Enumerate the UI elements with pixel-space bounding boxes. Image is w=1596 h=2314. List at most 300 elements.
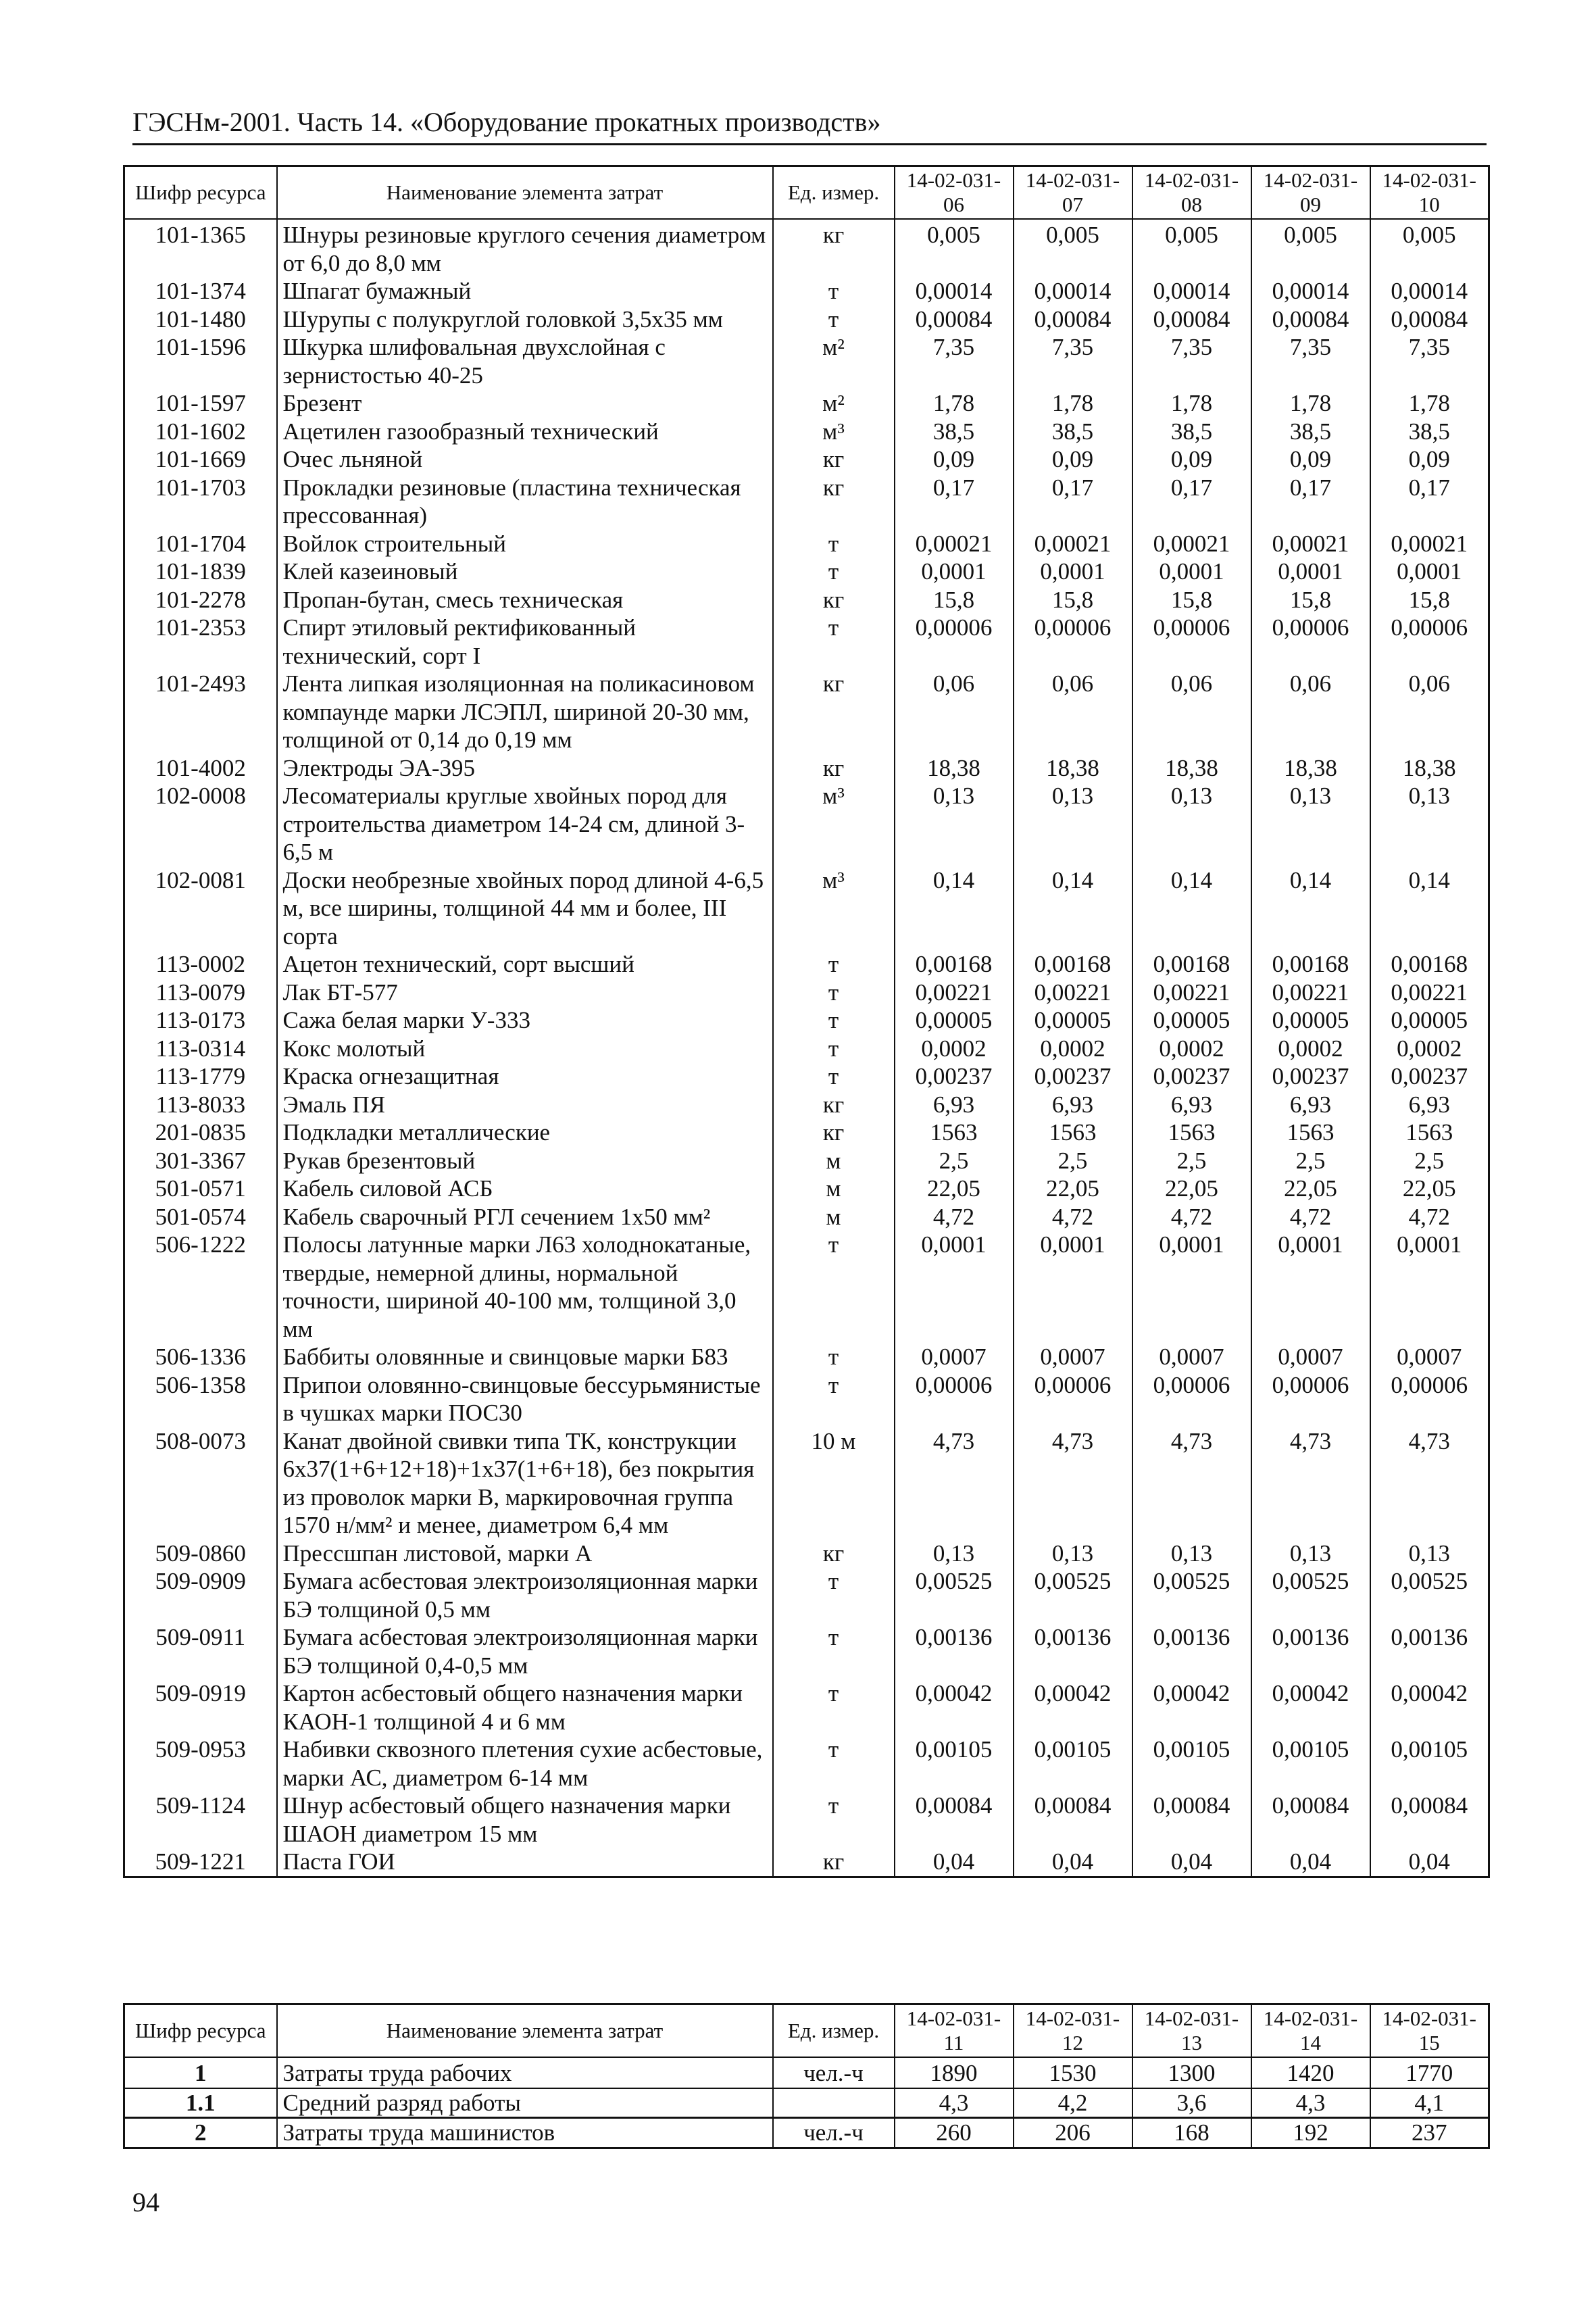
resource-code-cell: 509-0909 xyxy=(124,1567,277,1623)
norm-value-cell: 0,00006 xyxy=(1251,614,1370,670)
norm-value-cell: 0,00014 xyxy=(1251,277,1370,305)
norm-value-cell: 0,00525 xyxy=(1370,1567,1489,1623)
norm-value-cell: 4,72 xyxy=(1370,1203,1489,1231)
resource-name-cell: Канат двойной свивки типа ТК, конструкции 6x37(1+6+12+18)+1x37(1+6+18), без покрытия из проволок марки В, маркировочная группа 1570 н/мм² и менее, диаметром 6,4 мм xyxy=(277,1427,773,1540)
resource-name-cell: Ацетон технический, сорт высший xyxy=(277,950,773,979)
norm-value-cell: 18,38 xyxy=(1014,754,1132,783)
unit-cell: т xyxy=(773,530,895,558)
norm-value-cell: 0,00136 xyxy=(1014,1623,1132,1679)
table-row xyxy=(124,1567,1489,1623)
norm-value-cell: 0,00221 xyxy=(1014,979,1132,1007)
norm-value-cell: 0,0001 xyxy=(1014,558,1132,586)
norm-value-cell: 15,8 xyxy=(1370,586,1489,614)
norm-value-cell: 0,0007 xyxy=(895,1343,1014,1371)
norm-value-cell: 0,00021 xyxy=(1132,530,1251,558)
norm-value-cell: 38,5 xyxy=(1251,418,1370,446)
norm-value-cell: 0,04 xyxy=(1014,1848,1132,1877)
unit-cell: кг xyxy=(773,1540,895,1568)
unit-cell: м xyxy=(773,1175,895,1203)
norm-value-cell: 0,09 xyxy=(1014,445,1132,474)
norm-value-cell: 0,00221 xyxy=(1370,979,1489,1007)
norm-value-cell: 0,00042 xyxy=(1251,1679,1370,1736)
unit-cell: т xyxy=(773,1006,895,1035)
column-header-norm: 14-02-031-11 xyxy=(895,2004,1014,2058)
resource-name-cell: Ацетилен газообразный технический xyxy=(277,418,773,446)
resource-name-cell: Кабель силовой АСБ xyxy=(277,1175,773,1203)
unit-cell: т xyxy=(773,950,895,979)
unit-cell: м xyxy=(773,1147,895,1175)
norm-value-cell: 237 xyxy=(1370,2118,1489,2148)
table-row xyxy=(124,1540,1489,1568)
table-row xyxy=(124,1035,1489,1063)
column-header-norm: 14-02-031-14 xyxy=(1251,2004,1370,2058)
resource-name-cell: Шнуры резиновые круглого сечения диаметром от 6,0 до 8,0 мм xyxy=(277,219,773,277)
table-header-row xyxy=(124,2004,1489,2058)
norm-value-cell: 1420 xyxy=(1251,2057,1370,2088)
norm-value-cell: 15,8 xyxy=(1251,586,1370,614)
table-row xyxy=(124,950,1489,979)
resource-name-cell: Электроды ЭА-395 xyxy=(277,754,773,783)
norm-value-cell: 18,38 xyxy=(1251,754,1370,783)
norm-value-cell: 6,93 xyxy=(1014,1091,1132,1119)
norm-value-cell: 206 xyxy=(1014,2118,1132,2148)
norm-value-cell: 0,06 xyxy=(1370,670,1489,754)
resource-name-cell: Сажа белая марки У-333 xyxy=(277,1006,773,1035)
norm-value-cell: 1530 xyxy=(1014,2057,1132,2088)
resource-name-cell: Краска огнезащитная xyxy=(277,1062,773,1091)
norm-value-cell: 0,0002 xyxy=(895,1035,1014,1063)
norm-value-cell: 0,005 xyxy=(1251,219,1370,277)
norm-value-cell: 6,93 xyxy=(1370,1091,1489,1119)
norm-value-cell: 4,3 xyxy=(1251,2088,1370,2118)
resource-code-cell: 101-2278 xyxy=(124,586,277,614)
table-row xyxy=(124,333,1489,389)
unit-cell: м² xyxy=(773,333,895,389)
norm-value-cell: 0,00237 xyxy=(1370,1062,1489,1091)
norm-value-cell: 0,00084 xyxy=(1251,305,1370,334)
resource-name-cell: Лента липкая изоляционная на поликасиновом компаунде марки ЛСЭПЛ, шириной 20-30 мм, толщиной от 0,14 до 0,19 мм xyxy=(277,670,773,754)
norm-value-cell: 4,73 xyxy=(1132,1427,1251,1540)
table-row xyxy=(124,670,1489,754)
resource-code-cell: 101-1480 xyxy=(124,305,277,334)
resource-code-cell: 1.1 xyxy=(124,2088,277,2118)
unit-cell: кг xyxy=(773,670,895,754)
norm-value-cell: 0,0001 xyxy=(1014,1231,1132,1343)
norm-value-cell: 4,72 xyxy=(1251,1203,1370,1231)
norm-value-cell: 15,8 xyxy=(1014,586,1132,614)
norm-value-cell: 0,14 xyxy=(1370,866,1489,951)
norm-value-cell: 0,00221 xyxy=(1132,979,1251,1007)
norm-value-cell: 1563 xyxy=(1132,1118,1251,1147)
norm-value-cell: 1300 xyxy=(1132,2057,1251,2088)
norm-value-cell: 0,00006 xyxy=(1251,1371,1370,1427)
norm-value-cell: 1,78 xyxy=(1370,389,1489,418)
norm-value-cell: 168 xyxy=(1132,2118,1251,2148)
norm-value-cell: 1,78 xyxy=(895,389,1014,418)
norm-value-cell: 0,17 xyxy=(1014,474,1132,530)
resource-code-cell: 201-0835 xyxy=(124,1118,277,1147)
norm-value-cell: 0,13 xyxy=(1370,782,1489,866)
resource-name-cell: Полосы латунные марки Л63 холоднокатаные, твердые, немерной длины, нормальной точности, шириной 40-100 мм, толщиной 3,0 мм xyxy=(277,1231,773,1343)
resource-name-cell: Эмаль ПЯ xyxy=(277,1091,773,1119)
norm-value-cell: 4,3 xyxy=(895,2088,1014,2118)
norm-value-cell: 0,00237 xyxy=(1251,1062,1370,1091)
norm-value-cell: 1,78 xyxy=(1132,389,1251,418)
resource-code-cell: 101-1596 xyxy=(124,333,277,389)
norm-value-cell: 0,0001 xyxy=(1132,1231,1251,1343)
norm-value-cell: 4,72 xyxy=(895,1203,1014,1231)
resource-name-cell: Лесоматериалы круглые хвойных пород для строительства диаметром 14-24 см, длиной 3-6,5 м xyxy=(277,782,773,866)
table-row xyxy=(124,1091,1489,1119)
page-header: ГЭСНм-2001. Часть 14. «Оборудование прокатных производств» xyxy=(132,107,1487,145)
norm-value-cell: 0,00525 xyxy=(1132,1567,1251,1623)
norm-value-cell: 0,13 xyxy=(1251,782,1370,866)
norm-value-cell: 38,5 xyxy=(1132,418,1251,446)
resource-name-cell: Войлок строительный xyxy=(277,530,773,558)
norm-value-cell: 0,0002 xyxy=(1251,1035,1370,1063)
norm-value-cell: 0,13 xyxy=(1014,782,1132,866)
resource-name-cell: Очес льняной xyxy=(277,445,773,474)
norm-value-cell: 0,14 xyxy=(895,866,1014,951)
norm-value-cell: 1563 xyxy=(1251,1118,1370,1147)
resource-code-cell: 101-4002 xyxy=(124,754,277,783)
norm-value-cell: 4,73 xyxy=(1014,1427,1132,1540)
norm-value-cell: 6,93 xyxy=(1132,1091,1251,1119)
norm-value-cell: 0,06 xyxy=(1132,670,1251,754)
norm-value-cell: 0,00006 xyxy=(1370,1371,1489,1427)
norm-value-cell: 0,09 xyxy=(1251,445,1370,474)
norm-value-cell: 0,00105 xyxy=(1014,1736,1132,1792)
resource-code-cell: 113-0079 xyxy=(124,979,277,1007)
norm-value-cell: 0,00136 xyxy=(895,1623,1014,1679)
table-row xyxy=(124,2057,1489,2088)
resource-name-cell: Клей казеиновый xyxy=(277,558,773,586)
table-row xyxy=(124,1792,1489,1848)
resource-name-cell: Спирт этиловый ректификованный технический, сорт I xyxy=(277,614,773,670)
resource-code-cell: 301-3367 xyxy=(124,1147,277,1175)
norm-value-cell: 0,0001 xyxy=(895,1231,1014,1343)
unit-cell: кг xyxy=(773,445,895,474)
norm-value-cell: 0,00237 xyxy=(1132,1062,1251,1091)
norm-value-cell: 1,78 xyxy=(1014,389,1132,418)
table-row xyxy=(124,530,1489,558)
norm-value-cell: 0,00105 xyxy=(1370,1736,1489,1792)
norm-value-cell: 0,09 xyxy=(895,445,1014,474)
resource-code-cell: 101-1597 xyxy=(124,389,277,418)
norm-value-cell: 0,00084 xyxy=(1251,1792,1370,1848)
norm-value-cell: 2,5 xyxy=(1370,1147,1489,1175)
norm-value-cell: 3,6 xyxy=(1132,2088,1251,2118)
column-header-unit: Ед. измер. xyxy=(773,2004,895,2058)
resource-name-cell: Затраты труда рабочих xyxy=(277,2057,773,2088)
norm-value-cell: 1563 xyxy=(895,1118,1014,1147)
table-row xyxy=(124,1147,1489,1175)
norm-value-cell: 0,00005 xyxy=(895,1006,1014,1035)
norm-value-cell: 0,13 xyxy=(895,1540,1014,1568)
norm-value-cell: 4,72 xyxy=(1014,1203,1132,1231)
unit-cell: т xyxy=(773,1035,895,1063)
resource-code-cell: 506-1222 xyxy=(124,1231,277,1343)
resource-name-cell: Паста ГОИ xyxy=(277,1848,773,1877)
column-header-norm: 14-02-031-10 xyxy=(1370,166,1489,220)
column-header-norm: 14-02-031-07 xyxy=(1014,166,1132,220)
norm-value-cell: 0,00084 xyxy=(1014,1792,1132,1848)
norm-value-cell: 0,00005 xyxy=(1132,1006,1251,1035)
norm-value-cell: 0,005 xyxy=(1132,219,1251,277)
table-row xyxy=(124,1231,1489,1343)
norm-value-cell: 4,73 xyxy=(895,1427,1014,1540)
unit-cell: т xyxy=(773,1371,895,1427)
norm-value-cell: 0,00084 xyxy=(1370,1792,1489,1848)
norm-value-cell: 0,00168 xyxy=(1370,950,1489,979)
unit-cell: кг xyxy=(773,1091,895,1119)
norm-value-cell: 0,17 xyxy=(1370,474,1489,530)
norm-value-cell: 0,0007 xyxy=(1132,1343,1251,1371)
norm-value-cell: 7,35 xyxy=(1014,333,1132,389)
resource-name-cell: Набивки сквозного плетения сухие асбестовые, марки АС, диаметром 6-14 мм xyxy=(277,1736,773,1792)
norm-value-cell: 0,13 xyxy=(895,782,1014,866)
norm-value-cell: 0,0007 xyxy=(1251,1343,1370,1371)
norm-value-cell: 4,1 xyxy=(1370,2088,1489,2118)
table-row xyxy=(124,1175,1489,1203)
resource-code-cell: 509-0953 xyxy=(124,1736,277,1792)
resource-code-cell: 113-1779 xyxy=(124,1062,277,1091)
norm-value-cell: 0,00021 xyxy=(1014,530,1132,558)
table-row xyxy=(124,305,1489,334)
table-row xyxy=(124,586,1489,614)
unit-cell: м xyxy=(773,1203,895,1231)
norm-value-cell: 260 xyxy=(895,2118,1014,2148)
resource-code-cell: 501-0571 xyxy=(124,1175,277,1203)
norm-value-cell: 0,00021 xyxy=(895,530,1014,558)
norm-value-cell: 0,0001 xyxy=(1251,1231,1370,1343)
norm-value-cell: 0,00221 xyxy=(895,979,1014,1007)
norm-value-cell: 0,0001 xyxy=(1370,1231,1489,1343)
norm-value-cell: 4,72 xyxy=(1132,1203,1251,1231)
norm-value-cell: 0,005 xyxy=(1370,219,1489,277)
norm-value-cell: 0,0002 xyxy=(1132,1035,1251,1063)
norm-value-cell: 4,2 xyxy=(1014,2088,1132,2118)
norm-value-cell: 1,78 xyxy=(1251,389,1370,418)
norm-value-cell: 7,35 xyxy=(895,333,1014,389)
norm-value-cell: 0,09 xyxy=(1132,445,1251,474)
resource-name-cell: Прокладки резиновые (пластина техническая прессованная) xyxy=(277,474,773,530)
column-header-norm: 14-02-031-06 xyxy=(895,166,1014,220)
resource-name-cell: Шкурка шлифовальная двухслойная с зернистостью 40-25 xyxy=(277,333,773,389)
norm-value-cell: 0,04 xyxy=(1251,1848,1370,1877)
norm-value-cell: 0,14 xyxy=(1014,866,1132,951)
table-row xyxy=(124,1203,1489,1231)
norm-value-cell: 0,0002 xyxy=(1370,1035,1489,1063)
resource-name-cell: Затраты труда машинистов xyxy=(277,2118,773,2148)
norm-value-cell: 0,00006 xyxy=(1132,614,1251,670)
resource-name-cell: Кабель сварочный РГЛ сечением 1x50 мм² xyxy=(277,1203,773,1231)
norm-value-cell: 0,00168 xyxy=(895,950,1014,979)
norm-value-cell: 0,13 xyxy=(1370,1540,1489,1568)
resource-code-cell: 101-1365 xyxy=(124,219,277,277)
resource-name-cell: Средний разряд работы xyxy=(277,2088,773,2118)
column-header-norm: 14-02-031-15 xyxy=(1370,2004,1489,2058)
norm-value-cell: 0,00014 xyxy=(1132,277,1251,305)
resource-name-cell: Брезент xyxy=(277,389,773,418)
column-header-norm: 14-02-031-13 xyxy=(1132,2004,1251,2058)
summary-table xyxy=(123,2003,1490,2149)
norm-value-cell: 18,38 xyxy=(1132,754,1251,783)
norm-value-cell: 0,00006 xyxy=(895,1371,1014,1427)
norm-value-cell: 0,17 xyxy=(1132,474,1251,530)
table-row xyxy=(124,979,1489,1007)
table-row xyxy=(124,558,1489,586)
table-row xyxy=(124,1427,1489,1540)
norm-value-cell: 0,00525 xyxy=(1014,1567,1132,1623)
norm-value-cell: 7,35 xyxy=(1251,333,1370,389)
norm-value-cell: 0,0007 xyxy=(1014,1343,1132,1371)
norm-value-cell: 0,17 xyxy=(1251,474,1370,530)
norm-value-cell: 18,38 xyxy=(895,754,1014,783)
resource-name-cell: Бумага асбестовая электроизоляционная марки БЭ толщиной 0,5 мм xyxy=(277,1567,773,1623)
norm-value-cell: 0,00005 xyxy=(1370,1006,1489,1035)
norm-value-cell: 0,00105 xyxy=(1251,1736,1370,1792)
resource-code-cell: 508-0073 xyxy=(124,1427,277,1540)
unit-cell: т xyxy=(773,979,895,1007)
unit-cell: кг xyxy=(773,474,895,530)
norm-value-cell: 0,04 xyxy=(895,1848,1014,1877)
table-row xyxy=(124,1371,1489,1427)
norm-value-cell: 7,35 xyxy=(1132,333,1251,389)
norm-value-cell: 38,5 xyxy=(1370,418,1489,446)
resource-code-cell: 113-0173 xyxy=(124,1006,277,1035)
resource-code-cell: 101-2353 xyxy=(124,614,277,670)
table-row xyxy=(124,1623,1489,1679)
resource-name-cell: Бумага асбестовая электроизоляционная марки БЭ толщиной 0,4-0,5 мм xyxy=(277,1623,773,1679)
unit-cell: кг xyxy=(773,586,895,614)
norm-value-cell: 0,06 xyxy=(1014,670,1132,754)
column-header-code: Шифр ресурса xyxy=(124,2004,277,2058)
norm-value-cell: 0,0002 xyxy=(1014,1035,1132,1063)
table-row xyxy=(124,614,1489,670)
norm-value-cell: 0,00105 xyxy=(1132,1736,1251,1792)
resource-name-cell: Кокс молотый xyxy=(277,1035,773,1063)
resource-code-cell: 1 xyxy=(124,2057,277,2088)
column-header-norm: 14-02-031-12 xyxy=(1014,2004,1132,2058)
norm-value-cell: 22,05 xyxy=(1014,1175,1132,1203)
unit-cell: т xyxy=(773,1231,895,1343)
norm-value-cell: 0,06 xyxy=(895,670,1014,754)
resource-code-cell: 113-0002 xyxy=(124,950,277,979)
table-row xyxy=(124,1848,1489,1877)
resource-name-cell: Припои оловянно-свинцовые бессурьмянистые в чушках марки ПОС30 xyxy=(277,1371,773,1427)
norm-value-cell: 0,00084 xyxy=(1014,305,1132,334)
resource-name-cell: Подкладки металлические xyxy=(277,1118,773,1147)
norm-value-cell: 0,00014 xyxy=(1014,277,1132,305)
unit-cell: т xyxy=(773,1736,895,1792)
resource-name-cell: Шпагат бумажный xyxy=(277,277,773,305)
norm-value-cell: 1770 xyxy=(1370,2057,1489,2088)
table-row xyxy=(124,1679,1489,1736)
unit-cell: т xyxy=(773,1567,895,1623)
resource-code-cell: 501-0574 xyxy=(124,1203,277,1231)
unit-cell: чел.-ч xyxy=(773,2118,895,2148)
norm-value-cell: 0,00237 xyxy=(895,1062,1014,1091)
resource-name-cell: Доски необрезные хвойных пород длиной 4-6,5 м, все ширины, толщиной 44 мм и более, III сорта xyxy=(277,866,773,951)
resource-code-cell: 101-1839 xyxy=(124,558,277,586)
resource-name-cell: Лак БТ-577 xyxy=(277,979,773,1007)
resource-code-cell: 113-0314 xyxy=(124,1035,277,1063)
table-row xyxy=(124,389,1489,418)
norm-value-cell: 4,73 xyxy=(1251,1427,1370,1540)
norm-value-cell: 0,00168 xyxy=(1132,950,1251,979)
resource-code-cell: 509-1221 xyxy=(124,1848,277,1877)
norm-value-cell: 0,09 xyxy=(1370,445,1489,474)
norm-value-cell: 0,0001 xyxy=(1132,558,1251,586)
unit-cell: м³ xyxy=(773,866,895,951)
resource-name-cell: Шурупы с полукруглой головкой 3,5x35 мм xyxy=(277,305,773,334)
norm-value-cell: 0,00136 xyxy=(1370,1623,1489,1679)
norm-value-cell: 0,13 xyxy=(1014,1540,1132,1568)
norm-value-cell: 1563 xyxy=(1014,1118,1132,1147)
unit-cell: кг xyxy=(773,219,895,277)
norm-value-cell: 6,93 xyxy=(895,1091,1014,1119)
norm-value-cell: 0,00237 xyxy=(1014,1062,1132,1091)
norm-value-cell: 0,04 xyxy=(1132,1848,1251,1877)
norm-value-cell: 15,8 xyxy=(895,586,1014,614)
norm-value-cell: 0,005 xyxy=(895,219,1014,277)
norm-value-cell: 18,38 xyxy=(1370,754,1489,783)
resource-code-cell: 509-0919 xyxy=(124,1679,277,1736)
norm-value-cell: 2,5 xyxy=(1014,1147,1132,1175)
column-header-name: Наименование элемента затрат xyxy=(277,166,773,220)
norm-value-cell: 0,00021 xyxy=(1370,530,1489,558)
table-row xyxy=(124,1062,1489,1091)
table-row xyxy=(124,219,1489,277)
norm-value-cell: 0,00084 xyxy=(1132,305,1251,334)
table-row xyxy=(124,418,1489,446)
norm-value-cell: 0,0001 xyxy=(895,558,1014,586)
unit-cell: кг xyxy=(773,1848,895,1877)
unit-cell: т xyxy=(773,558,895,586)
table-row xyxy=(124,445,1489,474)
norm-value-cell: 0,14 xyxy=(1132,866,1251,951)
norm-value-cell: 0,04 xyxy=(1370,1848,1489,1877)
table-row xyxy=(124,277,1489,305)
page-number: 94 xyxy=(132,2187,159,2217)
resource-name-cell: Пропан-бутан, смесь техническая xyxy=(277,586,773,614)
unit-cell: кг xyxy=(773,754,895,783)
resource-code-cell: 101-1669 xyxy=(124,445,277,474)
table-row xyxy=(124,1343,1489,1371)
materials-table xyxy=(123,165,1490,1878)
resource-code-cell: 509-1124 xyxy=(124,1792,277,1848)
table-row xyxy=(124,2088,1489,2118)
unit-cell: 10 м xyxy=(773,1427,895,1540)
summary-body xyxy=(124,2057,1489,2148)
norm-value-cell: 2,5 xyxy=(1251,1147,1370,1175)
resource-code-cell: 101-1602 xyxy=(124,418,277,446)
norm-value-cell: 0,00084 xyxy=(895,305,1014,334)
table-row xyxy=(124,866,1489,951)
column-header-norm: 14-02-031-08 xyxy=(1132,166,1251,220)
column-header-unit: Ед. измер. xyxy=(773,166,895,220)
norm-value-cell: 0,14 xyxy=(1251,866,1370,951)
resource-name-cell: Картон асбестовый общего назначения марки КАОН-1 толщиной 4 и 6 мм xyxy=(277,1679,773,1736)
resource-code-cell: 113-8033 xyxy=(124,1091,277,1119)
norm-value-cell: 7,35 xyxy=(1370,333,1489,389)
norm-value-cell: 0,00168 xyxy=(1251,950,1370,979)
norm-value-cell: 0,00042 xyxy=(1014,1679,1132,1736)
resource-code-cell: 506-1358 xyxy=(124,1371,277,1427)
norm-value-cell: 0,0001 xyxy=(1251,558,1370,586)
norm-value-cell: 0,00042 xyxy=(1370,1679,1489,1736)
